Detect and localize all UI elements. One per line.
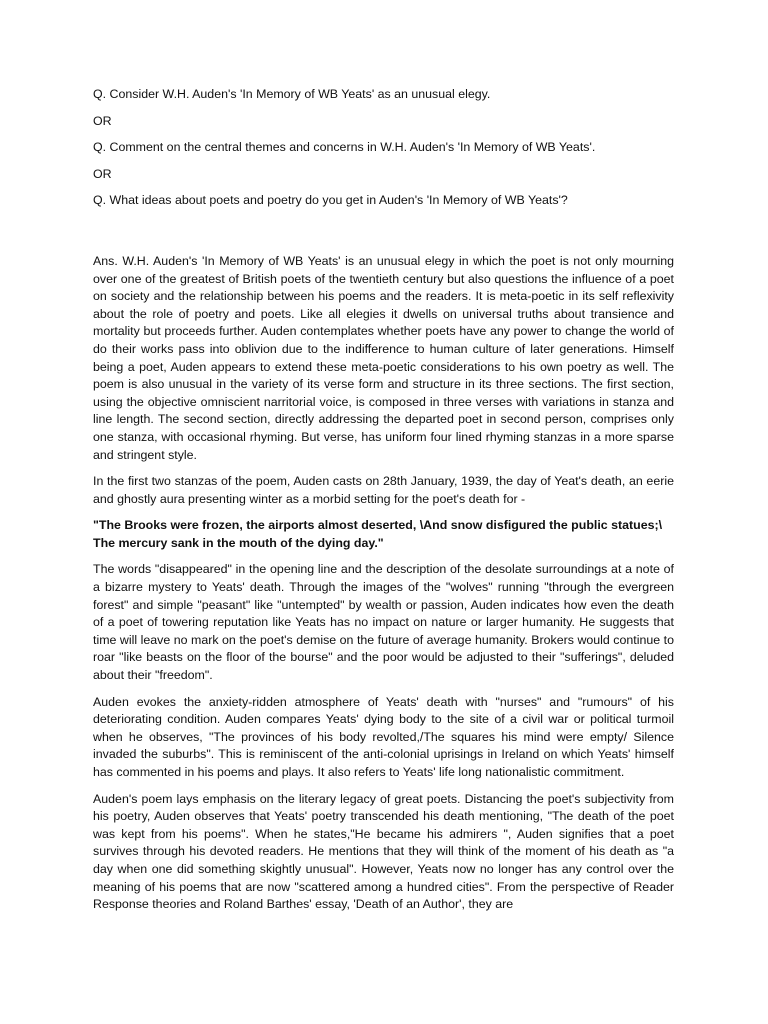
poem-quote: "The Brooks were frozen, the airports almost deserted, \And snow disfigured the public statues;\ The mercury sank in the mouth of the dying day."	[93, 518, 663, 550]
or-separator-1: OR	[93, 113, 112, 128]
question-2: Q. Comment on the central themes and concerns in W.H. Auden's 'In Memory of WB Yeats'.	[93, 140, 596, 155]
question-3: Q. What ideas about poets and poetry do you get in Auden's 'In Memory of WB Yeats'?	[93, 193, 568, 208]
disappeared-paragraph: The words "disappeared" in the opening line and the description of the desolate surroundings at a note of a bizarre mystery to Yeats' death. Through the images of the "wolves" running "through the evergreen forest" and simple "peasant" like "untempted" by wealth or passion, Auden indicates how even the death of a poet of towering reputation like Yeats has no impact on nature or larger humanity. He suggests that time will leave no mark on the poet's demise on the future of average humanity. Brokers would continue to roar "like beasts on the floor of the bourse" and the poor would be adjusted to their "sufferings", deluded about their "freedom".	[93, 562, 674, 683]
document-page	[93, 86, 674, 923]
question-1: Q. Consider W.H. Auden's 'In Memory of WB Yeats' as an unusual elegy.	[93, 87, 491, 101]
anxiety-paragraph: Auden evokes the anxiety-ridden atmosphere of Yeats' death with "nurses" and "rumours" of his deteriorating condition. Auden compares Yeats' dying body to the site of a civil war or political turmoil when he observes, "The provinces of his body revolted,/The squares his mind were empty/ Silence invaded the suburbs". This is reminiscent of the anti-colonial uprisings in Ireland on which Yeats' himself has commented in his poems and plays. It also refers to Yeats' life long nationalistic commitment.	[93, 694, 674, 779]
legacy-paragraph: Auden's poem lays emphasis on the literary legacy of great poets. Distancing the poet's subjectivity from his poetry, Auden observes that Yeats' poetry transcended his death mentioning, "The death of the poet was kept from his poems". When he states,"He became his admirers ", Auden signifies that a poet survives through his devoted readers. He mentions that they will think of the moment of his death as "a day when one did something skightly unusual". However, Yeats now no longer has any control over the meaning of his poems that are now "scattered among a hundred cities". From the perspective of Reader Response theories and Roland Barthes' essay, 'Death of an Author', they are	[93, 791, 674, 912]
answer-paragraph: Ans. W.H. Auden's 'In Memory of WB Yeats' is an unusual elegy in which the poet is not only mourning over one of the greatest of British poets of the twentieth century but also questions the influence of a poet on society and the relationship between his poems and the readers. It is meta-poetic in its self reflexivity about the role of poetry and poets. Like all elegies it dwells on universal truths about transience and mortality but proceeds further. Auden contemplates whether poets have any power to change the world of do their works pass into oblivion due to the indifference to human culture of later generations. Himself being a poet, Auden appears to extend these meta-poetic considerations to his own poetry as well. The poem is also unusual in the variety of its verse form and structure in its three sections. The first section, using the objective omniscient narritorial voice, is composed in three verses with variations in stanza and line length. The second section, directly addressing the departed poet in second person, comprises only one stanza, with occasional rhyming. But verse, has uniform four lined rhyming stanzas in a more sparse and stringent style.	[93, 253, 674, 462]
spacer	[93, 219, 674, 253]
first-stanzas-paragraph: In the first two stanzas of the poem, Auden casts on 28th January, 1939, the day of Yeat's death, an eerie and ghostly aura presenting winter as a morbid setting for the poet's death for -	[93, 474, 674, 506]
or-separator-2: OR	[93, 166, 112, 181]
